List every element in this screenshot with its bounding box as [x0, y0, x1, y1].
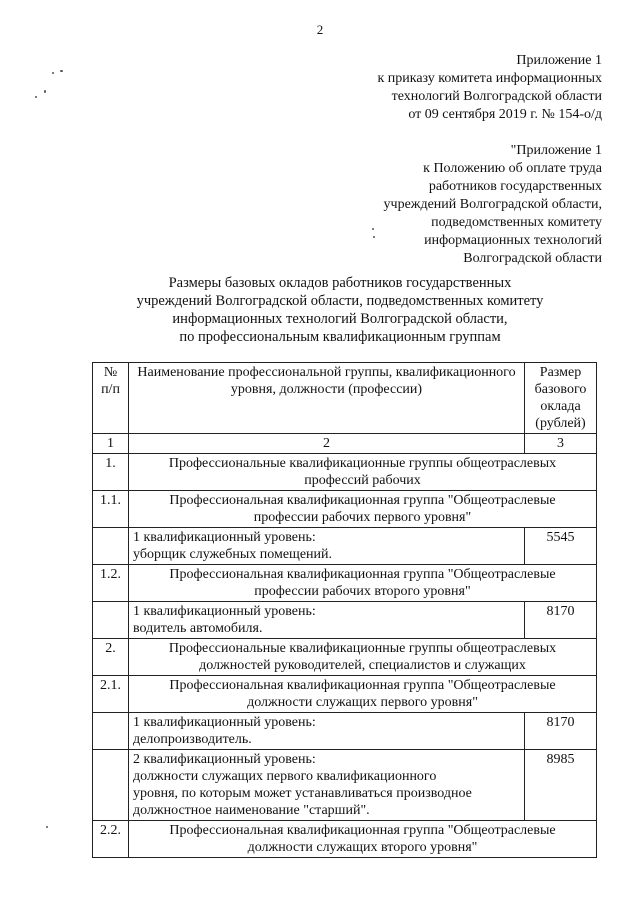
row-name-line: профессии рабочих первого уровня" — [253, 510, 472, 525]
header-name: Наименование профессиональной группы, квалификационного уровня, должности (профессии) — [129, 363, 525, 434]
appendix-line: информационных технологий — [424, 233, 602, 248]
row-name-line: должностное наименование "старший". — [133, 803, 370, 818]
row-number: 1.1. — [93, 491, 129, 528]
column-number: 2 — [129, 434, 525, 454]
row-name — [129, 491, 597, 528]
appendix-line: работников государственных — [428, 179, 602, 194]
title-line: учреждений Волгоградской области, подведомственных комитету — [136, 293, 544, 309]
salary-table — [92, 362, 597, 858]
appendix-line: "Приложение 1 — [510, 143, 602, 158]
scan-speck — [35, 96, 37, 98]
group-row — [93, 565, 597, 602]
scan-speck — [52, 72, 54, 74]
table-header-row — [93, 363, 597, 434]
scan-speck — [372, 228, 374, 230]
row-name-line: Профессиональная квалификационная группа "Общеотраслевые — [169, 678, 556, 693]
column-number-row — [93, 434, 597, 454]
appendix-line: подведомственных комитету — [431, 215, 602, 230]
row-name — [129, 454, 597, 491]
appendix-line: к приказу комитета информационных — [377, 71, 602, 86]
row-name-line: водитель автомобиля. — [133, 621, 263, 636]
page-number: 2 — [316, 22, 324, 37]
group-row — [93, 491, 597, 528]
row-name-line: Профессиональная квалификационная группа "Общеотраслевые — [169, 823, 556, 838]
row-name-line: должности служащих второго уровня" — [247, 840, 478, 855]
row-name-line: 1 квалификационный уровень: — [133, 715, 316, 730]
group-row — [93, 676, 597, 713]
row-number — [93, 602, 129, 639]
row-name-line: профессии рабочих второго уровня" — [254, 584, 471, 599]
appendix-line: от 09 сентября 2019 г. № 154-о/д — [408, 107, 602, 122]
row-name — [129, 821, 597, 858]
group-row — [93, 639, 597, 676]
regulation-appendix-header — [384, 142, 602, 268]
row-number — [93, 713, 129, 750]
row-name — [129, 713, 525, 750]
row-name — [129, 750, 525, 821]
row-name-line: 2 квалификационный уровень: — [133, 752, 316, 767]
appendix-line: технологий Волгоградской области — [391, 89, 602, 104]
appendix-header — [377, 52, 602, 124]
salary-value: 8170 — [525, 602, 597, 639]
row-name — [129, 676, 597, 713]
row-name-line: уборщик служебных помещений. — [133, 547, 333, 562]
scan-speck — [46, 826, 48, 828]
row-number: 1.2. — [93, 565, 129, 602]
scan-speck — [60, 70, 63, 72]
row-name — [129, 602, 525, 639]
title-line: по профессиональным квалификационным группам — [179, 329, 501, 345]
row-name — [129, 528, 525, 565]
row-name-line: должности служащих первого уровня" — [247, 695, 478, 710]
row-number — [93, 528, 129, 565]
row-name-line: уровня, по которым может устанавливаться производное — [133, 786, 472, 801]
row-name-line: должности служащих первого квалификационного — [133, 769, 437, 784]
level-row — [93, 528, 597, 565]
scan-speck — [373, 236, 375, 238]
header-num: № п/п — [93, 363, 129, 434]
row-name-line: профессий рабочих — [304, 473, 421, 488]
row-number: 2.1. — [93, 676, 129, 713]
scan-speck — [44, 90, 46, 93]
appendix-line: Приложение 1 — [516, 53, 602, 68]
salary-value: 5545 — [525, 528, 597, 565]
row-number: 2. — [93, 639, 129, 676]
title-line: Размеры базовых окладов работников государственных — [168, 275, 512, 291]
row-number: 2.2. — [93, 821, 129, 858]
level-row — [93, 602, 597, 639]
row-name-line: Профессиональные квалификационные группы общеотраслевых — [168, 641, 557, 656]
row-name-line: должностей руководителей, специалистов и служащих — [199, 658, 526, 673]
appendix-line: учреждений Волгоградской области, — [383, 197, 602, 212]
appendix-line: к Положению об оплате труда — [423, 161, 602, 176]
column-number: 3 — [525, 434, 597, 454]
column-number: 1 — [93, 434, 129, 454]
row-name-line: Профессиональные квалификационные группы общеотраслевых — [168, 456, 557, 471]
row-name — [129, 639, 597, 676]
document-title — [110, 274, 570, 346]
row-number: 1. — [93, 454, 129, 491]
row-name-line: делопроизводитель. — [133, 732, 252, 747]
row-name — [129, 565, 597, 602]
group-row — [93, 454, 597, 491]
appendix-line: Волгоградской области — [463, 251, 602, 266]
salary-value: 8170 — [525, 713, 597, 750]
row-number — [93, 750, 129, 821]
row-name-line: Профессиональная квалификационная группа "Общеотраслевые — [169, 567, 556, 582]
table-body — [93, 454, 597, 858]
row-name-line: Профессиональная квалификационная группа "Общеотраслевые — [169, 493, 556, 508]
salary-value: 8985 — [525, 750, 597, 821]
level-row — [93, 750, 597, 821]
row-name-line: 1 квалификационный уровень: — [133, 604, 316, 619]
level-row — [93, 713, 597, 750]
title-line: информационных технологий Волгоградской области, — [172, 311, 508, 327]
header-salary: Размер базового оклада (рублей) — [525, 363, 597, 434]
group-row — [93, 821, 597, 858]
row-name-line: 1 квалификационный уровень: — [133, 530, 316, 545]
